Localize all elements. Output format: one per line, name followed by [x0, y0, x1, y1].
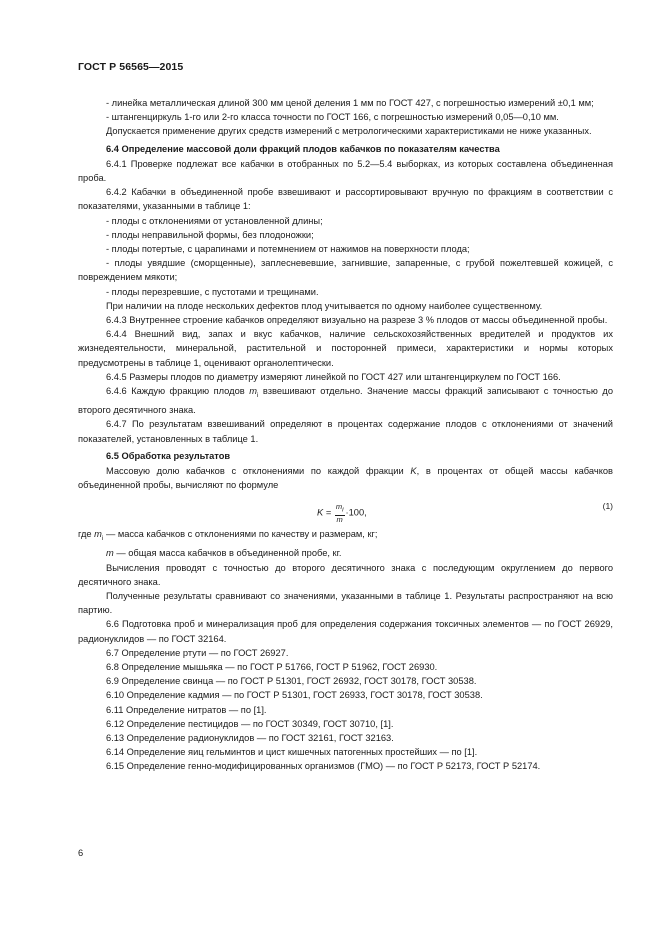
paragraph-6-11: 6.11 Определение нитратов — по [1]. — [106, 704, 267, 715]
paragraph-6-4-5: 6.4.5 Размеры плодов по диаметру измеряют линейкой по ГОСТ 427 или штангенциркулем по ГОСТ 166. — [106, 371, 561, 382]
list-item: - плоды потертые, с царапинами и потемнением от нажимов на поверхности плода; — [106, 244, 470, 255]
paragraph-6-4-3: 6.4.3 Внутреннее строение кабачков определяют визуально на разрезе 3 % плодов от массы объединенной пробы. — [106, 315, 608, 326]
paragraph-6-12: 6.12 Определение пестицидов — по ГОСТ 30349, ГОСТ 30710, [1]. — [106, 718, 394, 729]
paragraph-defects: При наличии на плоде нескольких дефектов плод учитывается по одному наиболее существенному. — [106, 300, 543, 311]
paragraph-6-15: 6.15 Определение генно-модифицированных организмов (ГМО) — по ГОСТ Р 52173, ГОСТ Р 52174. — [106, 761, 541, 772]
document-header: ГОСТ Р 56565—2015 — [78, 61, 184, 73]
paragraph-calculations: Вычисления проводят с точностью до второго десятичного знака с последующим округлением до первого десятичного знака. — [78, 562, 613, 587]
list-item: - плоды перезревшие, с пустотами и трещинами. — [106, 286, 319, 297]
formula-fraction: $\frac{m_i}{m}$ — [335, 502, 344, 524]
formula-where-1: где $m_i$ — масса кабачков с отклонениями по качеству и размерам, кг; — [78, 529, 378, 543]
paragraph-6-4-6: 6.4.6 Каждую фракцию плодов $m_i$ взвешивают отдельно. Значение массы фракций записывают с точностью до второго десятичного знака. — [78, 386, 613, 416]
paragraph-6-9: 6.9 Определение свинца — по ГОСТ Р 51301, ГОСТ 26932, ГОСТ 30178, ГОСТ 30538. — [106, 676, 477, 687]
paragraph-ruler: - линейка металлическая длиной 300 мм ценой деления 1 мм по ГОСТ 427, с погрешностью измерений ±0,1 мм; — [106, 98, 594, 108]
paragraph-6-14: 6.14 Определение яиц гельминтов и цист кишечных патогенных простейших — по [1]. — [106, 747, 478, 758]
list-item: - плоды увядшие (сморщенные), заплесневевшие, загнившие, запаренные, с грубой пожелтевшей кожицей, с повреждением мякоти; — [78, 258, 613, 283]
paragraph-results: Полученные результаты сравнивают со значениями, указанными в таблице 1. Результаты распространяют на всю партию. — [78, 591, 613, 616]
page-number: 6 — [78, 848, 84, 858]
paragraph-other-tools: Допускается применение других средств измерений с метрологическими характеристиками не ниже указанных. — [106, 126, 592, 137]
paragraph-6-4-2: 6.4.2 Кабачки в объединенной пробе взвешивают и рассортировывают вручную по фракциям в соответствии с показателями, указанными в таблице 1: — [78, 187, 613, 212]
paragraph-6-4-7: 6.4.7 По результатам взвешиваний определяют в процентах содержание плодов с отклонениями от значений показателей, установленных в таблице 1. — [78, 419, 613, 444]
paragraph-6-13: 6.13 Определение радионуклидов — по ГОСТ 32161, ГОСТ 32163. — [106, 733, 394, 744]
formula-1 — [78, 494, 613, 524]
paragraph-caliper: - штангенциркуль 1-го или 2-го класса точности по ГОСТ 166, с погрешностью измерений 0,05—0,10 мм. — [106, 112, 559, 123]
formula-where-2: m — общая масса кабачков в объединенной пробе, кг. — [106, 548, 342, 559]
formula-expression: K = $\frac{m_i}{m}$ ·100, — [317, 502, 367, 524]
section-6-4-heading: 6.4 Определение массовой доли фракций плодов кабачков по показателям качества — [106, 143, 500, 154]
paragraph-6-5-intro: Массовую долю кабачков с отклонениями по каждой фракции K, в процентах от общей массы кабачков объединенной пробы, вычисляют по формуле — [78, 465, 613, 491]
paragraph-6-10: 6.10 Определение кадмия — по ГОСТ Р 51301, ГОСТ 26933, ГОСТ 30178, ГОСТ 30538. — [106, 690, 483, 701]
list-item: - плоды неправильной формы, без плодоножки; — [106, 229, 314, 240]
document-body — [78, 96, 613, 774]
section-6-5-heading: 6.5 Обработка результатов — [106, 450, 231, 461]
paragraph-6-8: 6.8 Определение мышьяка — по ГОСТ Р 51766, ГОСТ Р 51962, ГОСТ 26930. — [106, 662, 438, 673]
list-item: - плоды с отклонениями от установленной длины; — [106, 215, 323, 226]
paragraph-6-7: 6.7 Определение ртути — по ГОСТ 26927. — [106, 647, 289, 658]
paragraph-6-4-1: 6.4.1 Проверке подлежат все кабачки в отобранных по 5.2—5.4 выборках, из которых составлена объединенная проба. — [78, 158, 613, 184]
paragraph-6-6: 6.6 Подготовка проб и минерализация проб для определения содержания токсичных элементов — по ГОСТ 26929, радионуклидов — по ГОСТ 32164. — [78, 619, 613, 644]
formula-number: (1) — [602, 501, 613, 512]
paragraph-6-4-4: 6.4.4 Внешний вид, запах и вкус кабачков, наличие сельскохозяйственных вредителей и продуктов их жизнедеятельности, минеральной, растительной и посторонней примеси, характеристики и нормы которых предусмотрены в таблице 1, оценивают органолептически. — [78, 329, 613, 368]
